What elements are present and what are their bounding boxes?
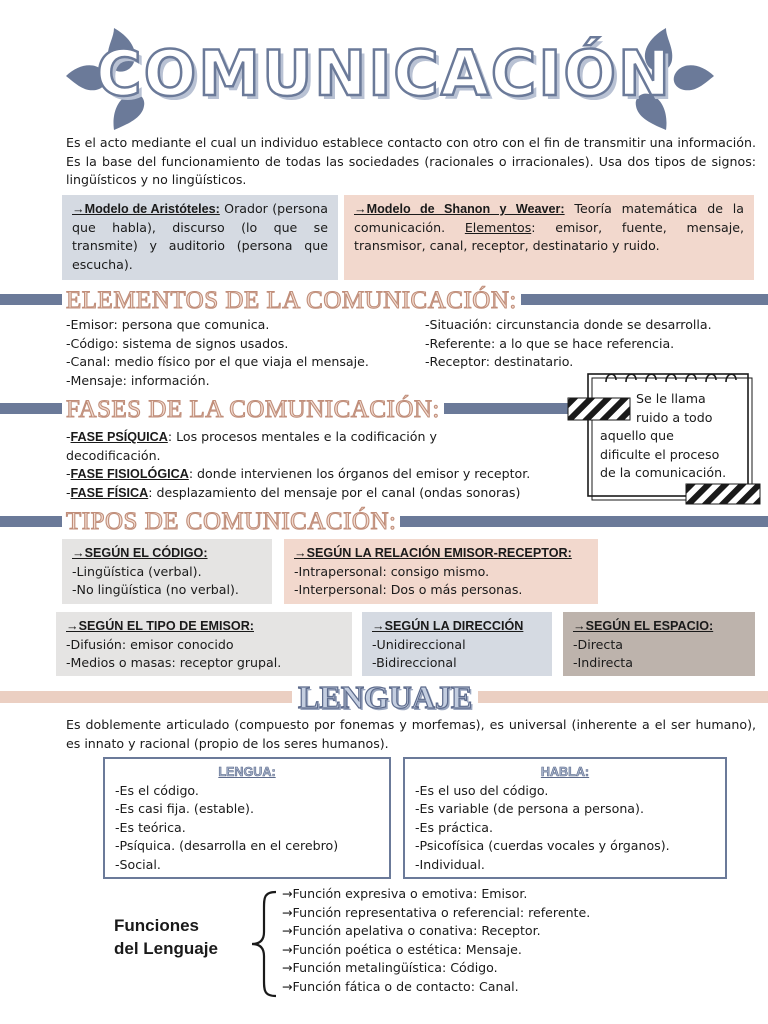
lengua-box (103, 757, 391, 879)
list-item: -Es el código. (115, 782, 199, 798)
list-item: -FASE FISIOLÓGICA: donde intervienen los órganos del emisor y receptor. (66, 466, 531, 481)
shannon-model-box (344, 195, 754, 280)
list-item: -Unidireccional (372, 636, 466, 652)
tipo-emisor-box (56, 612, 352, 676)
note-line: dificulte el proceso (600, 446, 720, 462)
list-item: -No lingüística (no verbal). (72, 582, 239, 597)
fase-label: FASE FÍSICA (70, 485, 149, 500)
habla-heading: HABLA: (540, 765, 590, 779)
section-title-fases: FASES DE LA COMUNICACIÓN: (62, 395, 444, 425)
tipo-direccion-box (362, 612, 552, 676)
tipo-relacion-box (284, 539, 598, 604)
note-line: Se le llama (636, 391, 706, 406)
section-bar-right (370, 516, 768, 527)
list-item: -Psicofísica (cuerdas vocales y órganos). (415, 838, 670, 853)
list-item: -Canal: medio físico por el que viaja el mensaje. (66, 354, 369, 369)
list-item: -Es teórica. (115, 819, 186, 835)
funciones-label-line: del Lenguaje (114, 939, 218, 958)
list-item: -Es práctica. (415, 819, 493, 835)
list-item: -FASE FÍSICA: desplazamiento del mensaje por el canal (ondas sonoras) (66, 484, 521, 500)
funciones-list (282, 885, 752, 996)
habla-box (403, 757, 727, 879)
elementos-right-list (425, 316, 765, 372)
list-item: -Directa (573, 636, 623, 652)
tipo-emisor-heading: →SEGÚN EL TIPO DE EMISOR: (66, 619, 254, 633)
list-item: -Receptor: destinatario. (425, 354, 574, 369)
aristoteles-model-text: Orador (persona que habla), discurso (lo que se transmite) y auditorio (persona que escucha). (72, 201, 328, 272)
list-item: →Función poética o estética: Mensaje. (282, 941, 522, 957)
funciones-label (114, 914, 218, 960)
list-item: -Referente: a lo que se hace referencia. (425, 335, 675, 351)
list-item: -Es variable (de persona a persona). (415, 801, 644, 816)
list-item: -Difusión: emisor conocido (66, 636, 234, 652)
tipo-relacion-heading: →SEGÚN LA RELACIÓN EMISOR-RECEPTOR: (294, 546, 572, 560)
list-item: -Interpersonal: Dos o más personas. (294, 582, 523, 597)
note-line: aquello que (600, 428, 674, 443)
lenguaje-bar-left (0, 691, 300, 703)
section-bar-left (0, 516, 70, 527)
section-title-lenguaje: LENGUAJE (292, 678, 478, 716)
list-item: -FASE PSÍQUICA: Los procesos mentales e la codificación y (66, 429, 437, 444)
note-card-text (600, 390, 750, 483)
section-title-tipos: TIPOS DE COMUNICACIÓN: (62, 507, 400, 537)
list-item: →Función apelativa o conativa: Receptor. (282, 923, 541, 938)
list-item: →Función representativa o referencial: referente. (282, 904, 591, 920)
intro-paragraph: Es el acto mediante el cual un individuo establece contacto con otro con el fin de transmitir una información. Es la base del funcionamiento de todas las sociedades (racionales o irracionales). Usa dos tipos de signos: lingüísticos y no lingüísticos. (66, 135, 756, 187)
section-bar-left (0, 294, 70, 305)
section-bar-left (0, 403, 70, 414)
lengua-heading: LENGUA: (218, 765, 276, 779)
lenguaje-bar-right (462, 691, 768, 703)
list-item: →Función fática o de contacto: Canal. (282, 978, 519, 994)
list-item: →Función metalingüística: Código. (282, 960, 498, 975)
list-item: -Psíquica. (desarrolla en el cerebro) (115, 838, 339, 853)
shannon-model-text-a: Teoría matemática de la comunicación. (354, 201, 745, 235)
list-item: -Es casi fija. (estable). (115, 801, 254, 816)
shannon-model-text-b: : emisor, fuente, mensaje, transmisor, canal, receptor, destinatario y ruido. (354, 219, 744, 253)
page-title: COMUNICACIÓN (96, 37, 672, 110)
list-item: -Es el uso del código. (415, 782, 549, 798)
shannon-model-heading: →Modelo de Shanon y Weaver: (354, 202, 565, 216)
list-item: -Medios o masas: receptor grupal. (66, 655, 282, 670)
note-line: ruido a todo (636, 409, 713, 425)
funciones-label-line: Funciones (114, 916, 200, 935)
fase-label: FASE FISIOLÓGICA (70, 467, 189, 481)
fases-list (66, 428, 586, 502)
fase-label: FASE PSÍQUICA (70, 430, 168, 444)
lenguaje-intro: Es doblemente articulado (compuesto por fonemas y morfemas), es universal (inherente a el ser humano), es innato y racional (propio de los seres humanos). (66, 717, 756, 751)
list-item: -Indirecta (573, 655, 633, 670)
list-item: -Intrapersonal: consigo mismo. (294, 563, 490, 579)
tipo-direccion-heading: →SEGÚN LA DIRECCIÓN (372, 619, 524, 633)
list-item: -Mensaje: información. (66, 372, 210, 388)
list-item: decodificación. (66, 447, 161, 463)
list-item: -Individual. (415, 856, 485, 872)
shannon-elementos-label: Elementos (464, 219, 532, 235)
tipo-espacio-box (563, 612, 755, 676)
section-title-elementos: ELEMENTOS DE LA COMUNICACIÓN: (62, 286, 521, 316)
curly-brace-icon (248, 888, 280, 1000)
tipo-codigo-box (62, 539, 272, 604)
list-item: -Bidireccional (372, 655, 457, 670)
aristoteles-model-heading: →Modelo de Aristóteles: (72, 202, 220, 216)
tipo-espacio-heading: →SEGÚN EL ESPACIO: (573, 619, 714, 633)
list-item: -Social. (115, 856, 161, 872)
note-line: de la comunicación. (600, 465, 727, 480)
tipo-codigo-heading: →SEGÚN EL CÓDIGO: (72, 546, 208, 560)
list-item: →Función expresiva o emotiva: Emisor. (282, 886, 528, 901)
elementos-left-list (66, 316, 426, 390)
list-item: -Situación: circunstancia donde se desarrolla. (425, 317, 712, 332)
list-item: -Lingüística (verbal). (72, 563, 202, 579)
aristoteles-model-box (62, 195, 338, 280)
list-item: -Código: sistema de signos usados. (66, 335, 289, 351)
list-item: -Emisor: persona que comunica. (66, 317, 270, 332)
